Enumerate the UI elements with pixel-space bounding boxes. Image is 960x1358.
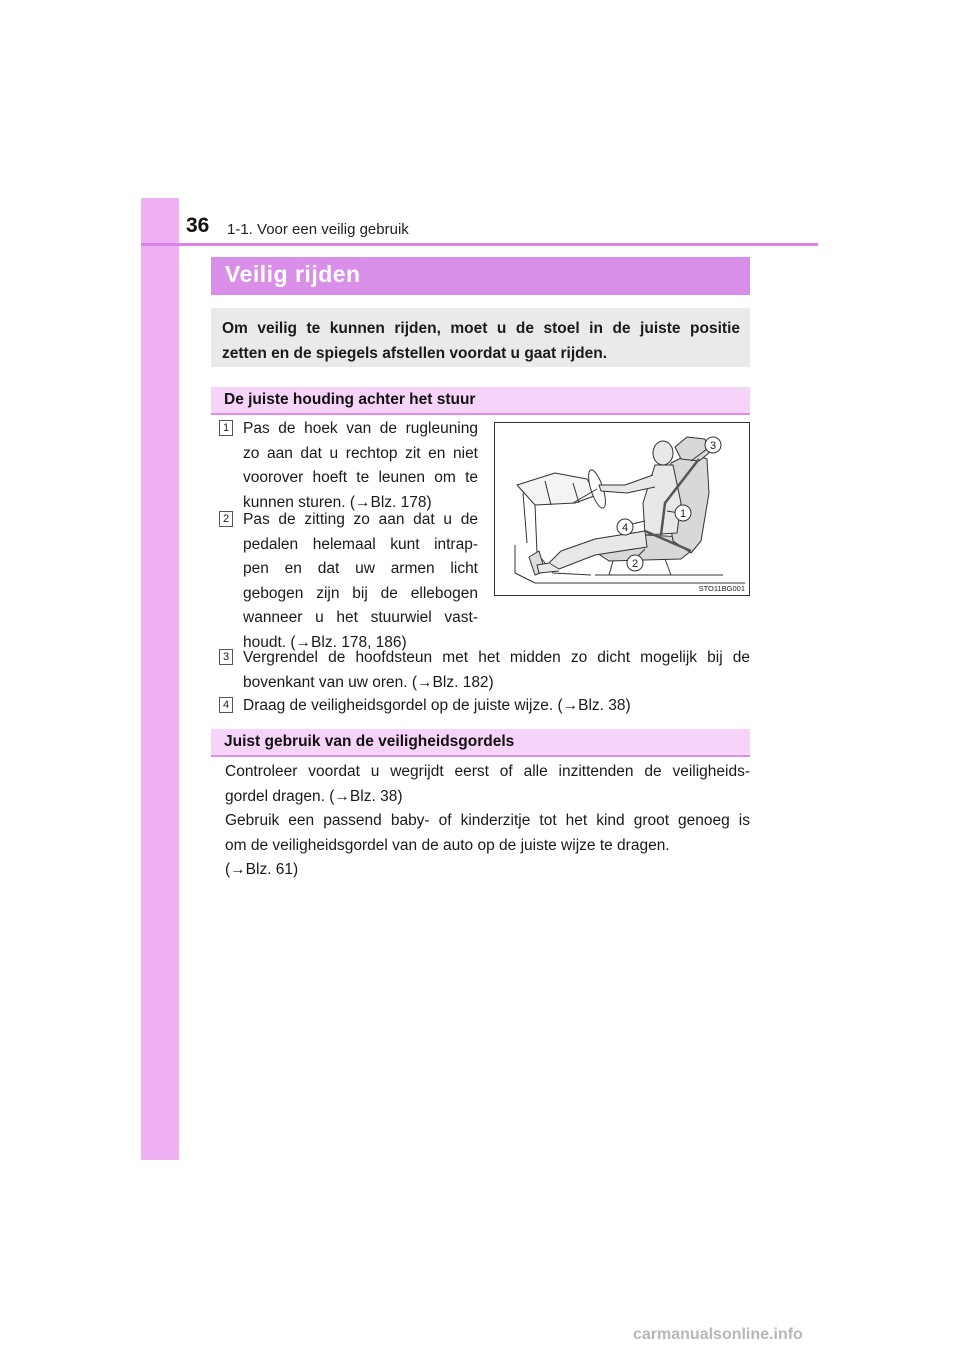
text-line: pen en dat uw armen licht (243, 560, 478, 577)
text-line: gordel dragen. (→Blz. 38) (225, 787, 403, 805)
text-line: wanneer u het stuurwiel vast- (243, 609, 478, 626)
text-line: kunnen sturen. (→Blz. 178) (243, 493, 432, 511)
seatbelt-paragraph (225, 760, 750, 883)
list-item (243, 646, 750, 695)
list-item (243, 694, 750, 719)
item-number-4: 4 (219, 697, 233, 713)
text-line: Pas de zitting zo aan dat u de (243, 511, 478, 528)
side-band (141, 198, 179, 1160)
text-line: (→Blz. 61) (225, 861, 299, 878)
list-item (243, 508, 478, 655)
text-line: gebogen zijn bij de ellebogen (243, 584, 478, 602)
text-line: Gebruik een passend baby- of kinderzitje tot het kind groot genoeg is (225, 812, 750, 829)
callout-label: 4 (621, 522, 629, 534)
text-line: pedalen helemaal kunt intrap- (243, 535, 478, 553)
seating-posture-illustration (494, 422, 750, 596)
text-line: Pas de hoek van de rugleuning (243, 420, 478, 437)
section-heading-seatbelt-use (211, 729, 750, 757)
item-number-2: 2 (219, 511, 233, 527)
chapter-title: 1-1. Voor een veilig gebruik (227, 221, 409, 238)
text-line: zo aan dat u rechtop zit en niet (243, 444, 478, 462)
text-line: voorover hoeft te leunen om te (243, 469, 478, 486)
text-line: Draag de veiligheidsgordel op de juiste wijze. (→Blz. 38) (243, 697, 631, 714)
text-line: om de veiligheidsgordel van de auto op de juiste wijze te dragen. (225, 836, 670, 854)
header-rule (141, 243, 818, 246)
intro-box (211, 308, 750, 367)
callout-label: 2 (631, 558, 639, 570)
section-heading-text: De juiste houding achter het stuur (224, 391, 476, 408)
text-line: Vergrendel de hoofdsteun met het midden zo dicht mogelijk bij de (243, 649, 750, 666)
title-bar (211, 257, 750, 295)
list-item (243, 417, 478, 515)
section-heading-text: Juist gebruik van de veiligheidsgordels (224, 733, 515, 750)
driver-seat-drawing (495, 423, 749, 595)
item-number-3: 3 (219, 649, 233, 665)
text-line: Controleer voordat u wegrijdt eerst of alle inzittenden de veiligheids- (225, 763, 750, 780)
text-line: houdt. (→Blz. 178, 186) (243, 633, 407, 651)
section-heading-driving-posture (211, 387, 750, 415)
watermark: carmanualsonline.info (633, 1326, 803, 1343)
page-title: Veilig rijden (225, 261, 361, 287)
figure-code: STO11BG001 (698, 584, 745, 593)
item-number-1: 1 (219, 420, 233, 436)
intro-line: zetten en de spiegels afstellen voordat u gaat rijden. (222, 345, 608, 362)
text-line: bovenkant van uw oren. (→Blz. 182) (243, 673, 494, 691)
intro-line: Om veilig te kunnen rijden, moet u de stoel in de juiste positie (222, 320, 740, 337)
page-number: 36 (186, 214, 210, 237)
callout-label: 3 (709, 440, 717, 452)
callout-label: 1 (679, 508, 687, 520)
